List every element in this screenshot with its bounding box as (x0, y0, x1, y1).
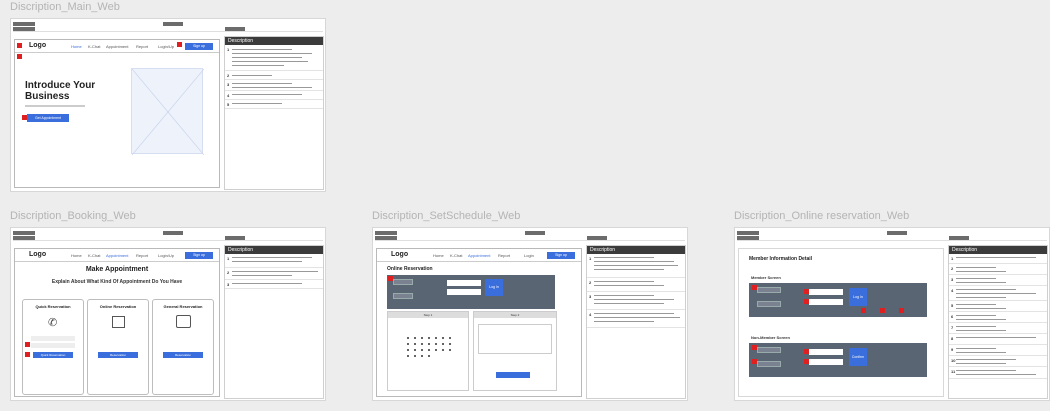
nav-item-report[interactable]: Report (136, 253, 149, 258)
hero-subtext (25, 105, 85, 107)
description-panel (586, 245, 686, 399)
placeholder-cross-icon (132, 69, 204, 155)
nav-item-kchat[interactable]: K-Chat (88, 253, 101, 258)
desc-row: 10 (949, 356, 1047, 367)
desc-row: 7 (949, 323, 1047, 334)
general-reservation-button[interactable]: Reservation (163, 352, 203, 358)
desc-row: 3 (225, 280, 323, 289)
nav-item-home[interactable]: Home (71, 253, 82, 258)
login-link[interactable]: Login (524, 253, 534, 258)
board-title: Discription_Main_Web (10, 1, 120, 13)
desc-row: 1 (587, 254, 685, 278)
login-link[interactable]: Login/Up (158, 44, 175, 49)
logo: Logo (29, 42, 47, 49)
header-cell (13, 27, 35, 31)
login-button[interactable]: Log In (849, 288, 867, 306)
confirm-button[interactable]: Confirm (849, 348, 867, 366)
wireframe-setschedule (376, 248, 582, 397)
nav-item-report[interactable]: Report (136, 44, 149, 49)
header-cell (225, 27, 245, 31)
board-title: Discription_Online reservation_Web (734, 210, 910, 222)
sheet-header (375, 230, 685, 241)
header-cell (163, 22, 183, 26)
nav-item-home[interactable]: Home (71, 44, 82, 49)
desc-row: 4 (225, 91, 323, 100)
nav-item-kchat[interactable]: K-Chat (88, 44, 101, 49)
description-header: Description (587, 246, 685, 254)
header-cell (13, 22, 35, 26)
general-reservation-card (152, 299, 214, 395)
member-screen-label: Member Screen (751, 275, 781, 280)
annotation-marker (22, 115, 27, 120)
desc-row: 3 (949, 275, 1047, 286)
memo-textarea[interactable] (478, 324, 552, 354)
board-booking (10, 209, 326, 357)
online-reservation-button[interactable]: Reservation (98, 352, 138, 358)
calendar-panel: Step 1 (387, 311, 469, 391)
board-title: Discription_Booking_Web (10, 210, 136, 222)
logo: Logo (29, 251, 47, 258)
nav-item-appointment[interactable]: Appointment (106, 44, 129, 49)
navbar (377, 249, 581, 262)
wireframe-online-reservation (738, 248, 944, 397)
password-input[interactable] (447, 289, 481, 295)
desc-row: 1 (225, 254, 323, 268)
card-title: General Reservation (163, 304, 203, 309)
description-panel (224, 245, 324, 399)
login-button[interactable]: Log In (485, 279, 503, 296)
nav-item-kchat[interactable]: K-Chat (450, 253, 463, 258)
non-member-panel (749, 343, 927, 377)
nav-item-home[interactable]: Home (433, 253, 444, 258)
desc-row: 2 (225, 71, 323, 80)
non-member-screen-label: Non-Member Screen (751, 335, 790, 340)
sheet (372, 227, 688, 401)
login-panel (387, 275, 555, 309)
desc-row: 6 (949, 312, 1047, 323)
quick-reservation-card (22, 299, 84, 395)
nav-item-report[interactable]: Report (498, 253, 511, 258)
annotation-marker (177, 42, 182, 47)
phone-icon: ✆ (48, 317, 58, 329)
desc-row: 11 (949, 367, 1047, 379)
page-title: Online Reservation (387, 266, 433, 272)
sheet-header (13, 21, 323, 32)
desc-row: 2 (225, 268, 323, 280)
logo: Logo (391, 251, 409, 258)
sheet-header (737, 230, 1047, 241)
online-reservation-card (87, 299, 149, 395)
nav-item-appointment[interactable]: Appointment (106, 253, 129, 258)
reserve-button[interactable] (496, 372, 530, 378)
board-setschedule (372, 209, 688, 317)
name-input[interactable] (809, 349, 843, 355)
member-id-input[interactable] (809, 289, 843, 295)
description-header: Description (225, 37, 323, 45)
wireframe-main (14, 39, 220, 188)
card-title: Quick Reservation (35, 304, 71, 309)
hero-heading: Introduce Your Business (25, 80, 96, 102)
sheet (10, 18, 326, 192)
desc-row: 9 (949, 345, 1047, 356)
annotation-marker (25, 352, 30, 357)
navbar (15, 249, 219, 262)
card-title: Online Reservation (99, 304, 137, 309)
annotation-marker (25, 342, 30, 347)
description-header: Description (225, 246, 323, 254)
page-subtitle: Explain About What Kind Of Appointment Do You Have (51, 279, 183, 285)
quick-reservation-button[interactable]: Quick Reservation (33, 352, 73, 358)
phone-input[interactable] (809, 359, 843, 365)
desc-row: 3 (587, 292, 685, 310)
desc-row: 3 (225, 80, 323, 91)
annotation-marker (17, 43, 22, 48)
desc-row: 4 (587, 310, 685, 328)
navbar (15, 40, 219, 53)
wireframe-booking (14, 248, 220, 397)
page-title: Member Information Detail (749, 256, 813, 262)
page-title: Make Appointment (85, 266, 149, 273)
nav-item-appointment[interactable]: Appointment (468, 253, 491, 258)
id-input[interactable] (447, 280, 481, 286)
description-panel (948, 245, 1048, 399)
sheet (734, 227, 1050, 401)
description-header: Description (949, 246, 1047, 254)
desc-row: 8 (949, 334, 1047, 345)
sheet (10, 227, 326, 401)
member-panel (749, 283, 927, 317)
sheet-header (13, 230, 323, 241)
get-appointment-button[interactable]: Get Appointment (27, 114, 69, 122)
login-link[interactable]: Login/Up (158, 253, 175, 258)
desc-row: 1 (225, 45, 323, 71)
calendar-check-icon (112, 316, 125, 328)
annotation-marker (17, 54, 22, 59)
description-panel (224, 36, 324, 190)
board-title: Discription_SetSchedule_Web (372, 210, 521, 222)
desc-row: 4 (949, 286, 1047, 301)
image-icon (176, 315, 191, 328)
member-password-input[interactable] (809, 299, 843, 305)
desc-row: 5 (949, 301, 1047, 312)
desc-row: 2 (949, 264, 1047, 275)
image-placeholder (131, 68, 203, 154)
signup-button[interactable]: Sign up (185, 252, 213, 259)
desc-row: 1 (949, 254, 1047, 264)
calendar-grid (388, 318, 470, 378)
board-main (10, 0, 326, 120)
desc-row: 2 (587, 278, 685, 292)
signup-button[interactable]: Sign up (185, 43, 213, 50)
signup-button[interactable]: Sign up (547, 252, 575, 259)
board-online-reservation (734, 209, 1050, 374)
desc-row: 5 (225, 100, 323, 109)
memo-panel: Step 2 (473, 311, 557, 391)
